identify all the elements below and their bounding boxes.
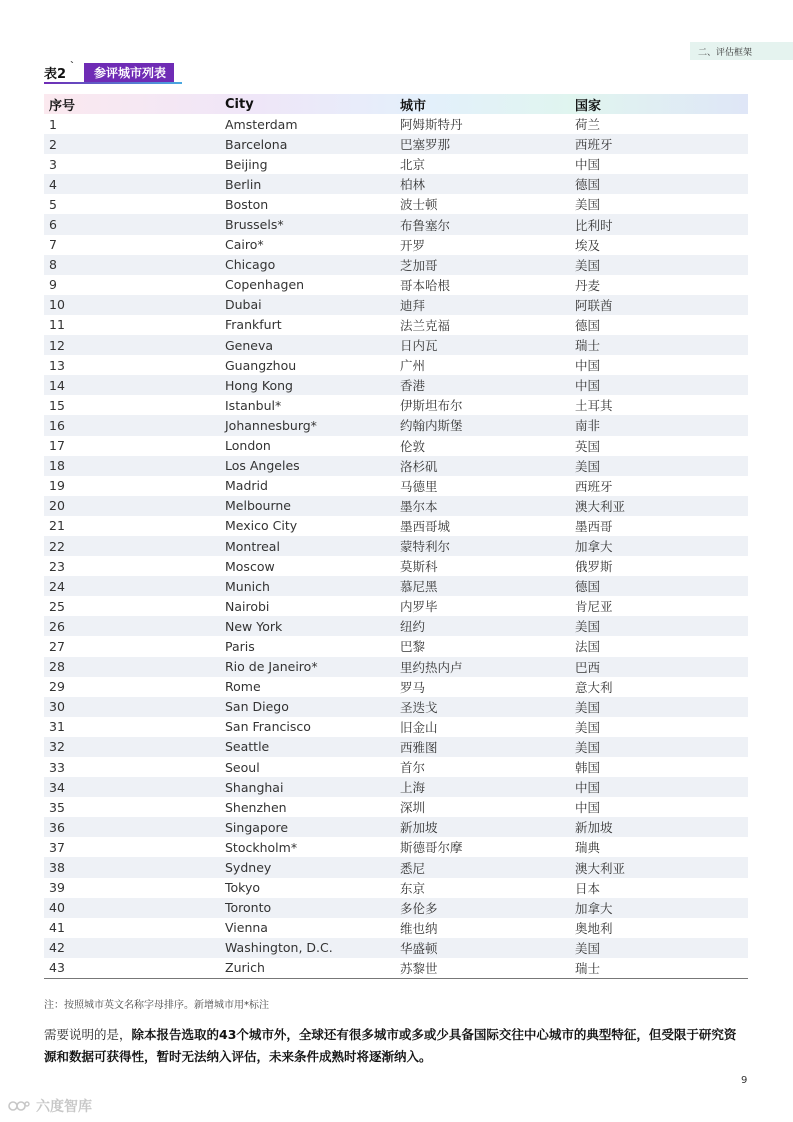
table-title (44, 62, 174, 82)
table-row (44, 214, 748, 234)
row-city-zh: 伊斯坦布尔 (400, 398, 463, 414)
row-city-zh: 新加坡 (395, 817, 570, 837)
table-row (44, 596, 748, 616)
header-city-zh: 城市 (400, 98, 427, 114)
row-country: 美国 (575, 719, 601, 735)
row-city-en: Chicago (220, 255, 395, 275)
row-city-en: Beijing (225, 156, 268, 172)
table-row (44, 918, 748, 938)
row-city-en: Los Angeles (220, 456, 395, 476)
row-city-zh: 圣迭戈 (395, 697, 570, 717)
row-city-zh: 蒙特利尔 (395, 536, 570, 556)
row-city-en: Zurich (220, 958, 395, 979)
row-city-zh: 巴塞罗那 (395, 134, 570, 154)
row-city-en: Singapore (220, 817, 395, 837)
header-country: 国家 (575, 98, 602, 114)
row-country: 法国 (575, 639, 601, 655)
row-index: 39 (49, 880, 65, 896)
table-row (44, 275, 748, 295)
row-city-zh: 悉尼 (395, 857, 570, 877)
row-index: 17 (49, 438, 65, 454)
row-city-zh: 芝加哥 (395, 255, 570, 275)
row-index: 16 (44, 415, 220, 435)
row-city-zh: 东京 (400, 880, 426, 896)
table-row (44, 697, 748, 717)
row-index: 18 (44, 456, 220, 476)
table-row (44, 677, 748, 697)
row-city-zh: 墨西哥城 (400, 518, 451, 534)
row-city-en: Stockholm* (225, 839, 298, 855)
row-city-en: Geneva (220, 335, 395, 355)
row-index: 27 (49, 638, 65, 654)
row-country: 美国 (570, 697, 748, 717)
row-index: 2 (44, 134, 220, 154)
table-row (44, 335, 748, 355)
row-city-zh: 首尔 (400, 760, 426, 776)
table-row (44, 717, 748, 737)
row-country: 澳大利亚 (570, 857, 748, 877)
row-city-zh: 旧金山 (400, 719, 438, 735)
row-index: 9 (49, 277, 57, 293)
table-row (44, 757, 748, 777)
cities-table (44, 94, 748, 979)
row-city-en: Mexico City (225, 518, 298, 534)
row-country: 中国 (575, 157, 601, 173)
row-country: 俄罗斯 (575, 559, 613, 575)
table-row (44, 797, 748, 817)
row-country: 德国 (570, 576, 748, 596)
row-city-en: Madrid (225, 478, 268, 494)
row-index: 7 (49, 237, 57, 253)
table-number: 表2 (44, 66, 67, 82)
row-country: 比利时 (570, 214, 748, 234)
row-index: 35 (49, 799, 65, 815)
row-city-zh: 罗马 (400, 679, 426, 695)
row-index: 37 (49, 839, 65, 855)
row-city-en: Toronto (220, 898, 395, 918)
row-city-en: Boston (225, 196, 269, 212)
row-country: 巴西 (570, 657, 748, 677)
row-city-en: Amsterdam (225, 116, 298, 132)
table-row (44, 134, 748, 154)
table-row (44, 295, 748, 315)
row-city-en: Brussels* (220, 214, 395, 234)
row-city-zh: 哥本哈根 (400, 277, 451, 293)
row-country: 南非 (570, 415, 748, 435)
watermark-text: 六度智库 (36, 1099, 92, 1115)
row-country: 美国 (570, 737, 748, 757)
table-row (44, 174, 748, 194)
row-city-zh: 苏黎世 (395, 958, 570, 979)
row-country: 意大利 (575, 679, 613, 695)
row-index: 24 (44, 576, 220, 596)
row-city-en: Johannesburg* (220, 415, 395, 435)
header-city-en: City (225, 96, 254, 112)
row-city-en: Hong Kong (220, 375, 395, 395)
row-index: 26 (44, 616, 220, 636)
row-country: 日本 (575, 880, 601, 896)
row-city-zh: 日内瓦 (395, 335, 570, 355)
title-underline (44, 82, 182, 84)
row-city-en: Seattle (220, 737, 395, 757)
row-city-zh: 慕尼黑 (395, 576, 570, 596)
row-index: 14 (44, 375, 220, 395)
row-index: 6 (44, 214, 220, 234)
table-title-tick: ` (70, 60, 76, 72)
table-row (44, 636, 748, 656)
row-country: 德国 (570, 174, 748, 194)
row-city-en: Sydney (220, 857, 395, 877)
row-city-en: Vienna (225, 920, 268, 936)
row-index: 15 (49, 397, 65, 413)
row-city-en: Copenhagen (225, 277, 305, 293)
table-row (44, 958, 748, 979)
row-city-en: Seoul (225, 759, 260, 775)
table-row (44, 476, 748, 496)
row-country: 阿联酋 (570, 295, 748, 315)
table-row (44, 817, 748, 837)
table-row (44, 536, 748, 556)
table-row (44, 496, 748, 516)
row-city-zh: 多伦多 (395, 898, 570, 918)
table-row (44, 898, 748, 918)
table-note: 注：按照城市英文名称字母排序。新增城市用*标注 (44, 1000, 269, 1011)
row-index: 40 (44, 898, 220, 918)
row-city-zh: 墨尔本 (395, 496, 570, 516)
row-city-zh: 马德里 (400, 478, 438, 494)
row-country: 墨西哥 (575, 518, 613, 534)
row-country: 德国 (575, 317, 601, 333)
row-city-en: Paris (225, 638, 255, 654)
row-city-zh: 开罗 (400, 237, 426, 253)
row-index: 11 (49, 317, 65, 333)
row-country: 中国 (575, 358, 601, 374)
row-country: 澳大利亚 (570, 496, 748, 516)
row-city-zh: 深圳 (400, 800, 426, 816)
row-city-en: New York (220, 616, 395, 636)
row-city-en: Rome (225, 679, 261, 695)
row-index: 8 (44, 255, 220, 275)
row-city-zh: 莫斯科 (400, 559, 438, 575)
table-row (44, 315, 748, 335)
row-city-zh: 西雅图 (395, 737, 570, 757)
row-city-en: San Diego (220, 697, 395, 717)
row-index: 23 (49, 558, 65, 574)
row-index: 25 (49, 598, 65, 614)
watermark (8, 1096, 92, 1116)
row-index: 4 (44, 174, 220, 194)
row-city-en: Cairo* (225, 237, 264, 253)
row-index: 1 (49, 116, 57, 132)
row-index: 38 (44, 857, 220, 877)
row-city-zh: 阿姆斯特丹 (400, 117, 463, 133)
table-row (44, 114, 748, 134)
row-country: 加拿大 (570, 536, 748, 556)
row-index: 33 (49, 759, 65, 775)
watermark-logo-icon (8, 1099, 30, 1113)
table-row (44, 235, 748, 255)
row-index: 29 (49, 679, 65, 695)
row-city-zh: 迪拜 (395, 295, 570, 315)
row-country: 美国 (570, 456, 748, 476)
row-index: 10 (44, 295, 220, 315)
row-country: 新加坡 (570, 817, 748, 837)
row-index: 36 (44, 817, 220, 837)
row-country: 中国 (570, 375, 748, 395)
row-index: 31 (49, 719, 65, 735)
row-country: 瑞典 (575, 840, 601, 856)
row-city-zh: 北京 (400, 157, 426, 173)
row-country: 美国 (570, 616, 748, 636)
row-index: 13 (49, 357, 65, 373)
row-country: 美国 (570, 255, 748, 275)
row-country: 中国 (570, 777, 748, 797)
table-name: 参评城市列表 (94, 65, 167, 80)
row-city-zh: 维也纳 (400, 920, 438, 936)
row-city-en: Dubai (220, 295, 395, 315)
row-country: 美国 (570, 938, 748, 958)
row-city-zh: 香港 (395, 375, 570, 395)
row-country: 西班牙 (570, 134, 748, 154)
row-country: 加拿大 (570, 898, 748, 918)
row-index: 42 (44, 938, 220, 958)
table-row (44, 556, 748, 576)
table-row (44, 154, 748, 174)
row-city-zh: 波士顿 (400, 197, 438, 213)
row-city-zh: 巴黎 (400, 639, 426, 655)
row-city-en: Nairobi (225, 598, 270, 614)
table-row (44, 415, 748, 435)
row-city-en: Moscow (225, 558, 275, 574)
table-row (44, 878, 748, 898)
row-country: 韩国 (575, 760, 601, 776)
table-row (44, 516, 748, 536)
row-city-en: Melbourne (220, 496, 395, 516)
row-index: 30 (44, 697, 220, 717)
row-country: 中国 (575, 800, 601, 816)
row-index: 21 (49, 518, 65, 534)
table-row (44, 355, 748, 375)
table-row (44, 194, 748, 214)
row-city-en: Frankfurt (225, 317, 282, 333)
table-row (44, 837, 748, 857)
row-city-zh: 内罗毕 (400, 599, 438, 615)
row-city-zh: 广州 (400, 358, 426, 374)
row-country: 肯尼亚 (575, 599, 613, 615)
row-city-en: Berlin (220, 174, 395, 194)
row-index: 20 (44, 496, 220, 516)
row-country: 瑞士 (570, 335, 748, 355)
row-index: 28 (44, 657, 220, 677)
table-row (44, 456, 748, 476)
row-country: 荷兰 (575, 117, 601, 133)
row-index: 19 (49, 478, 65, 494)
row-city-zh: 上海 (395, 777, 570, 797)
row-city-en: Tokyo (225, 880, 260, 896)
table-row (44, 777, 748, 797)
page-number: 9 (741, 1075, 748, 1086)
header-index: 序号 (49, 98, 76, 114)
row-city-zh: 布鲁塞尔 (395, 214, 570, 234)
table-row (44, 576, 748, 596)
paragraph-lead: 需要说明的是， (44, 1027, 132, 1042)
row-city-en: Barcelona (220, 134, 395, 154)
row-city-zh: 法兰克福 (400, 317, 451, 333)
row-index: 32 (44, 737, 220, 757)
row-city-en: London (225, 438, 271, 454)
table-row (44, 616, 748, 636)
table-row (44, 375, 748, 395)
row-city-en: Washington, D.C. (220, 938, 395, 958)
row-city-en: San Francisco (225, 719, 311, 735)
row-city-en: Shenzhen (225, 799, 287, 815)
row-index: 5 (49, 196, 57, 212)
row-index: 22 (44, 536, 220, 556)
section-tag: 二、评估框架 (690, 42, 793, 60)
row-country: 美国 (575, 197, 601, 213)
table-name-box (70, 60, 174, 82)
row-city-en: Shanghai (220, 777, 395, 797)
row-country: 奥地利 (575, 920, 613, 936)
table-row (44, 657, 748, 677)
row-country: 埃及 (575, 237, 601, 253)
table-row (44, 737, 748, 757)
row-country: 瑞士 (570, 958, 748, 979)
row-country: 西班牙 (575, 478, 613, 494)
row-city-zh: 斯德哥尔摩 (400, 840, 463, 856)
row-city-zh: 纽约 (395, 616, 570, 636)
row-index: 34 (44, 777, 220, 797)
row-country: 丹麦 (575, 277, 601, 293)
row-city-zh: 里约热内卢 (395, 657, 570, 677)
row-index: 43 (44, 958, 220, 979)
row-index: 12 (44, 335, 220, 355)
row-index: 41 (49, 920, 65, 936)
row-city-zh: 洛杉矶 (395, 456, 570, 476)
row-country: 土耳其 (575, 398, 613, 414)
row-city-en: Montreal (220, 536, 395, 556)
row-city-en: Istanbul* (225, 397, 282, 413)
row-city-en: Rio de Janeiro* (220, 657, 395, 677)
row-index: 3 (49, 156, 57, 172)
row-city-zh: 柏林 (395, 174, 570, 194)
row-city-zh: 伦敦 (400, 438, 426, 454)
row-city-zh: 约翰内斯堡 (395, 415, 570, 435)
row-country: 英国 (575, 438, 601, 454)
row-city-en: Munich (220, 576, 395, 596)
row-city-zh: 华盛顿 (395, 938, 570, 958)
table-body (44, 114, 748, 979)
table-header-row (44, 94, 748, 114)
table-row (44, 255, 748, 275)
paragraph-bold: 除本报告选取的43个城市外，全球还有很多城市或多或少具备国际交往中心城市的典型特征，但受限于研究资源和数据可获得性，暂时无法纳入评估，未来条件成熟时将逐渐纳入。 (44, 1027, 737, 1064)
table-row (44, 857, 748, 877)
row-city-en: Guangzhou (225, 357, 297, 373)
table-row (44, 436, 748, 456)
explanation-paragraph (44, 1024, 748, 1068)
table-row (44, 395, 748, 415)
table-row (44, 938, 748, 958)
